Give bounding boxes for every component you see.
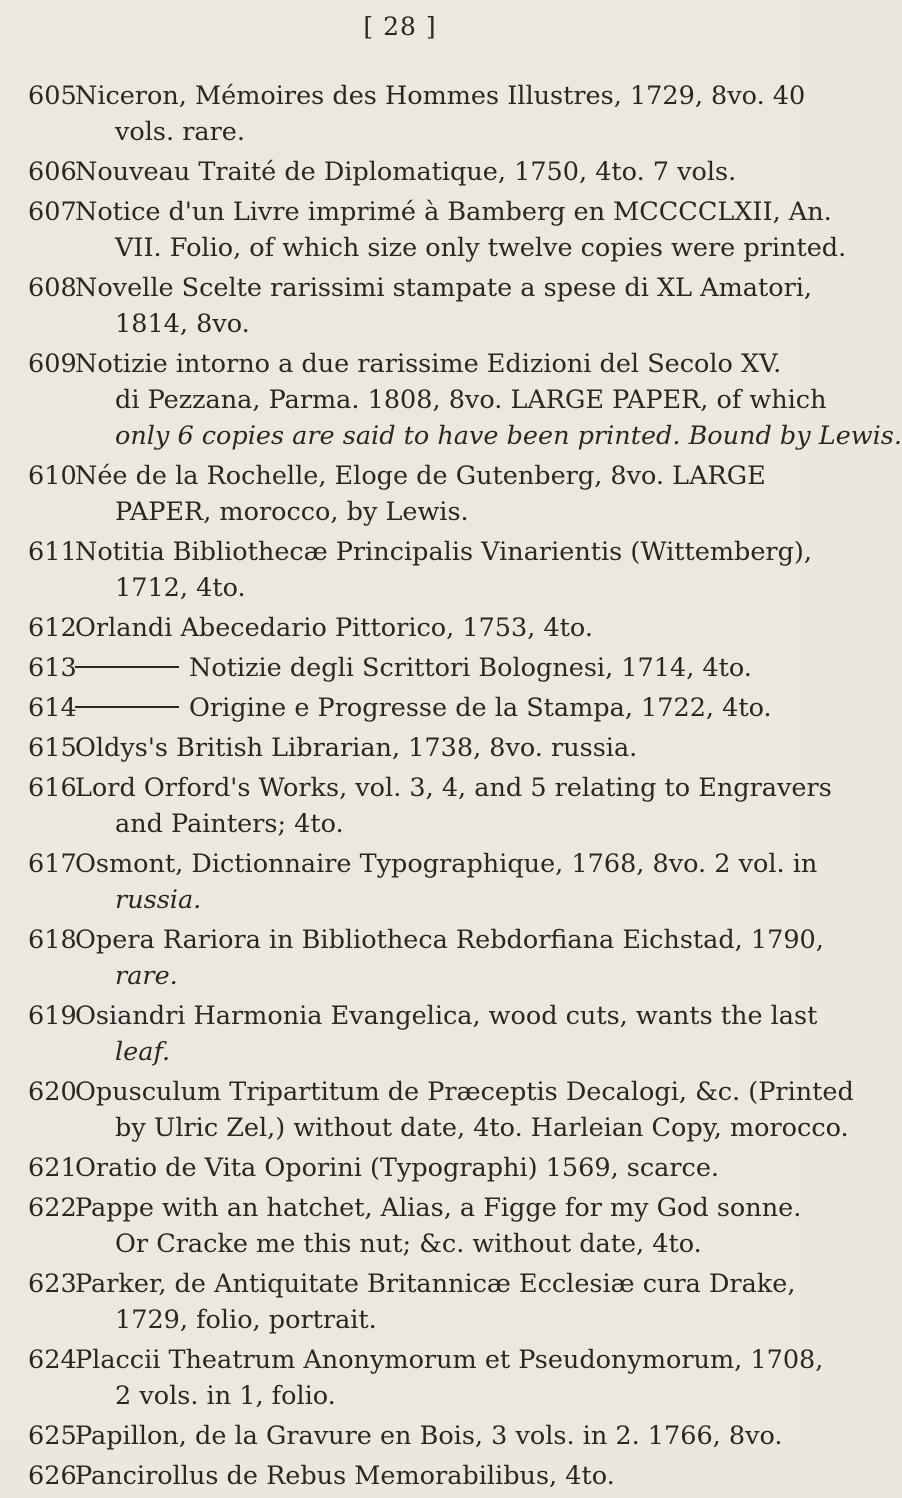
catalogue-entry <box>28 650 778 686</box>
entry-text: Opusculum Tripartitum de Præceptis Decalogi, &c. (Printed <box>75 1077 854 1107</box>
entry-number: 619 <box>28 1001 77 1031</box>
entry-text: Papillon, de la Gravure en Bois, 3 vols. in 2. 1766, 8vo. <box>75 1421 783 1451</box>
entry-number: 608 <box>28 273 77 303</box>
entry-text: Lord Orford's Works, vol. 3, 4, and 5 relating to Engravers <box>75 773 832 803</box>
entry-text: Pancirollus de Rebus Memorabilibus, 4to. <box>75 1461 615 1491</box>
catalogue-entry <box>28 78 806 150</box>
entry-text: russia. <box>115 885 202 915</box>
entry-number: 625 <box>28 1421 77 1451</box>
entry-text: rare. <box>115 961 178 991</box>
catalogue-entry <box>28 1458 778 1494</box>
entry-number: 606 <box>28 157 77 187</box>
entry-text: Notitia Bibliothecæ Principalis Vinarientis (Wittemberg), <box>75 537 812 567</box>
catalogue-entry <box>28 1266 796 1338</box>
entry-number: 616 <box>28 773 77 803</box>
catalogue-entry <box>28 610 778 646</box>
entry-text: only 6 copies are said to have been printed. Bound by Lewis. <box>115 421 902 451</box>
entry-text: 2 vols. in 1, folio. <box>115 1381 336 1411</box>
entry-text: Pappe with an hatchet, Alias, a Figge for my God sonne. <box>75 1193 802 1223</box>
catalogue-entry <box>28 770 832 842</box>
catalogue-entry <box>28 1418 783 1454</box>
entry-text: and Painters; 4to. <box>115 809 344 839</box>
catalogue-entry <box>28 922 824 994</box>
entry-number: 620 <box>28 1077 77 1107</box>
entry-number: 617 <box>28 849 77 879</box>
entry-text: Origine e Progresse de la Stampa, 1722, 4to. <box>189 693 772 723</box>
entry-text: Oldys's British Librarian, 1738, 8vo. russia. <box>75 733 638 763</box>
ditto-dash <box>75 666 179 668</box>
entry-text: 1814, 8vo. <box>115 309 250 339</box>
catalogue-entry <box>28 458 778 530</box>
entry-number: 618 <box>28 925 77 955</box>
entry-number: 614 <box>28 693 77 723</box>
entry-number: 612 <box>28 613 77 643</box>
entry-number: 611 <box>28 537 77 567</box>
entry-number: 615 <box>28 733 77 763</box>
entry-text: VII. Folio, of which size only twelve copies were printed. <box>115 233 847 263</box>
entry-number: 609 <box>28 349 77 379</box>
entry-text: vols. rare. <box>115 117 245 147</box>
catalogue-entry <box>28 998 818 1070</box>
entry-number: 621 <box>28 1153 77 1183</box>
page-number: [ 28 ] <box>363 12 437 41</box>
entry-text: Oratio de Vita Oporini (Typographi) 1569, scarce. <box>75 1153 720 1183</box>
entry-text: Placcii Theatrum Anonymorum et Pseudonymorum, 1708, <box>75 1345 824 1375</box>
entry-text: Novelle Scelte rarissimi stampate a spese di XL Amatori, <box>75 273 813 303</box>
entry-text: Or Cracke me this nut; &c. without date, 4to. <box>115 1229 702 1259</box>
entry-text: Parker, de Antiquitate Britannicæ Ecclesiæ cura Drake, <box>75 1269 796 1299</box>
entry-text: 1712, 4to. <box>115 573 246 603</box>
entry-text: Notice d'un Livre imprimé à Bamberg en MCCCCLXII, An. <box>75 197 832 227</box>
entry-text: Niceron, Mémoires des Hommes Illustres, 1729, 8vo. 40 <box>75 81 806 111</box>
ditto-dash <box>75 706 179 708</box>
catalogue-entry <box>28 194 847 266</box>
entry-number: 623 <box>28 1269 77 1299</box>
catalogue-entry <box>28 730 778 766</box>
entry-number: 610 <box>28 461 77 491</box>
entry-text: Opera Rariora in Bibliotheca Rebdorfiana Eichstad, 1790, <box>75 925 824 955</box>
catalogue-entry <box>28 154 778 190</box>
entry-number: 626 <box>28 1461 77 1491</box>
entry-text: by Ulric Zel,) without date, 4to. Harleian Copy, morocco. <box>115 1113 849 1143</box>
catalogue-entry <box>28 846 818 918</box>
entry-text: 1729, folio, portrait. <box>115 1305 377 1335</box>
catalogue-entry <box>28 1342 824 1414</box>
entry-number: 607 <box>28 197 77 227</box>
entry-text: leaf. <box>115 1037 171 1067</box>
catalogue-entry <box>28 270 813 342</box>
entry-number: 622 <box>28 1193 77 1223</box>
entry-text: Notizie intorno a due rarissime Edizioni del Secolo XV. <box>75 349 782 379</box>
entry-number: 605 <box>28 81 77 111</box>
catalogue-entry <box>28 1150 778 1186</box>
catalogue-entries <box>28 78 902 1498</box>
entry-text: Nouveau Traité de Diplomatique, 1750, 4to. 7 vols. <box>75 157 737 187</box>
catalogue-entry <box>28 1074 854 1146</box>
entry-text: Orlandi Abecedario Pittorico, 1753, 4to. <box>75 613 593 643</box>
entry-text: Notizie degli Scrittori Bolognesi, 1714, 4to. <box>189 653 752 683</box>
entry-text: PAPER, morocco, by Lewis. <box>115 497 469 527</box>
entry-text: di Pezzana, Parma. 1808, 8vo. LARGE PAPER, of which <box>115 385 827 415</box>
entry-text: Née de la Rochelle, Eloge de Gutenberg, 8vo. LARGE <box>75 461 766 491</box>
catalogue-entry <box>28 534 812 606</box>
catalogue-entry <box>28 346 902 454</box>
entry-text: Osmont, Dictionnaire Typographique, 1768, 8vo. 2 vol. in <box>75 849 818 879</box>
entry-number: 624 <box>28 1345 77 1375</box>
entry-text: Osiandri Harmonia Evangelica, wood cuts, wants the last <box>75 1001 818 1031</box>
catalogue-entry <box>28 1190 802 1262</box>
entry-number: 613 <box>28 653 77 683</box>
catalogue-entry <box>28 690 778 726</box>
